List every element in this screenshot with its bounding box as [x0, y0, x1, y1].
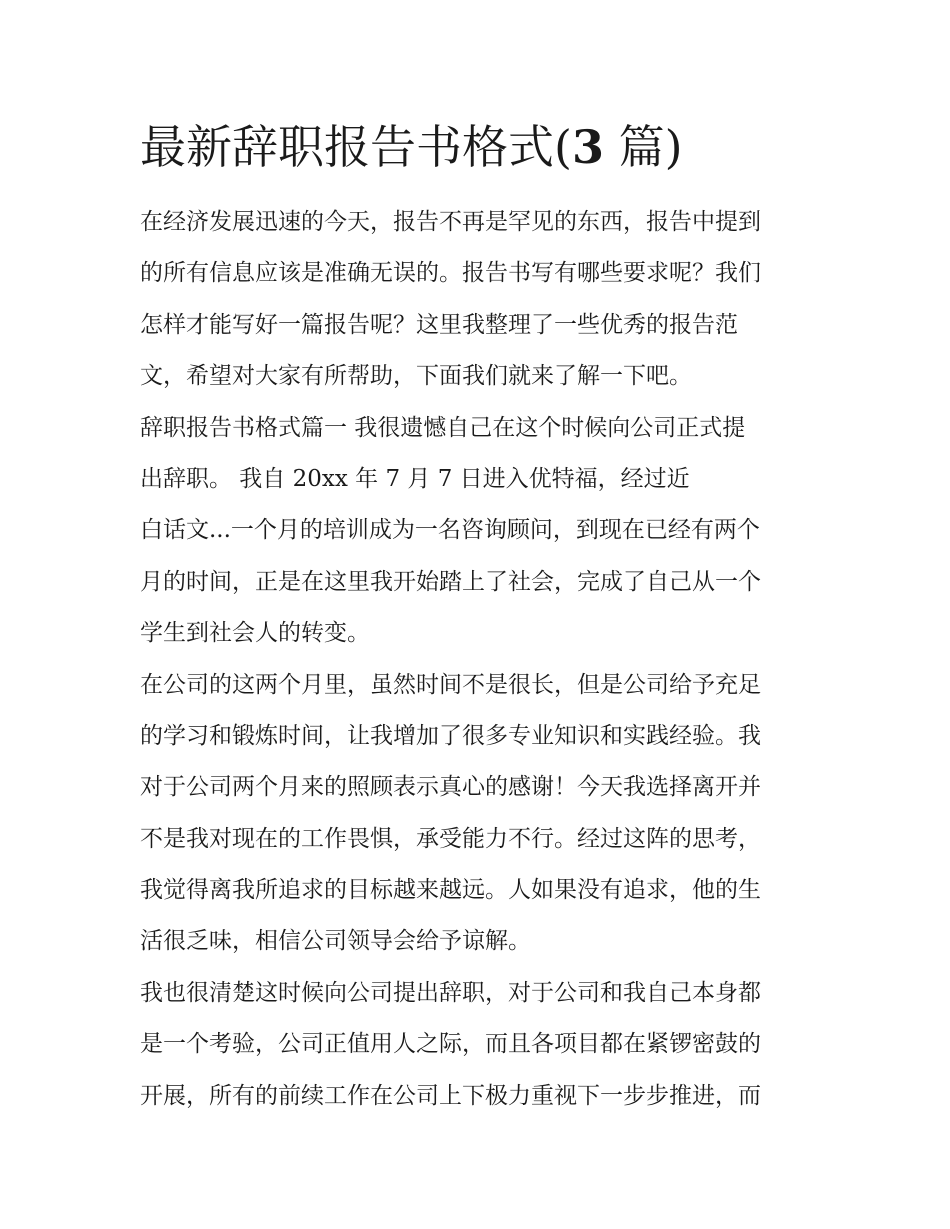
title-prefix: 最新辞职报告书格式(	[140, 120, 572, 174]
document-body	[140, 197, 820, 1122]
title-suffix: 篇)	[603, 120, 683, 174]
text-line: 的学习和锻炼时间，让我增加了很多专业知识和实践经验。我	[140, 722, 761, 749]
text-line: 我也很清楚这时候向公司提出辞职，对于公司和我自己本身都	[140, 979, 761, 1006]
text-line: 的所有信息应该是准确无误的。报告书写有哪些要求呢？我们	[140, 260, 761, 287]
text-line: 出辞职。 我自 20xx 年 7 月 7 日进入优特福，经过近	[140, 465, 690, 492]
text-line: 文，希望对大家有所帮助，下面我们就来了解一下吧。	[140, 363, 692, 390]
text-line: 不是我对现在的工作畏惧，承受能力不行。经过这阵的思考，	[140, 825, 761, 852]
text-line: 活很乏味，相信公司领导会给予谅解。	[140, 928, 531, 955]
text-line: 开展，所有的前续工作在公司上下极力重视下一步步推进，而	[140, 1082, 761, 1109]
text-line: 怎样才能写好一篇报告呢？这里我整理了一些优秀的报告范	[140, 311, 738, 338]
text-line: 在公司的这两个月里，虽然时间不是很长，但是公司给予充足	[140, 671, 761, 698]
text-line: 在经济发展迅速的今天，报告不再是罕见的东西，报告中提到	[140, 209, 761, 235]
text-line: 对于公司两个月来的照顾表示真心的感谢！今天我选择离开并	[140, 774, 761, 801]
text-line: 是一个考验，公司正值用人之际，而且各项目都在紧锣密鼓的	[140, 1031, 761, 1058]
text-line: 辞职报告书格式篇一 我很遗憾自己在这个时候向公司正式提	[140, 414, 746, 441]
text-line: 白话文...一个月的培训成为一名咨询顾问，到现在已经有两个	[140, 517, 760, 544]
document-title	[140, 114, 840, 180]
text-line: 月的时间，正是在这里我开始踏上了社会，完成了自己从一个	[140, 568, 761, 595]
text-line: 我觉得离我所追求的目标越来越远。人如果没有追求，他的生	[140, 877, 761, 904]
text-line: 学生到社会人的转变。	[140, 620, 370, 647]
title-number: 3	[571, 120, 604, 174]
